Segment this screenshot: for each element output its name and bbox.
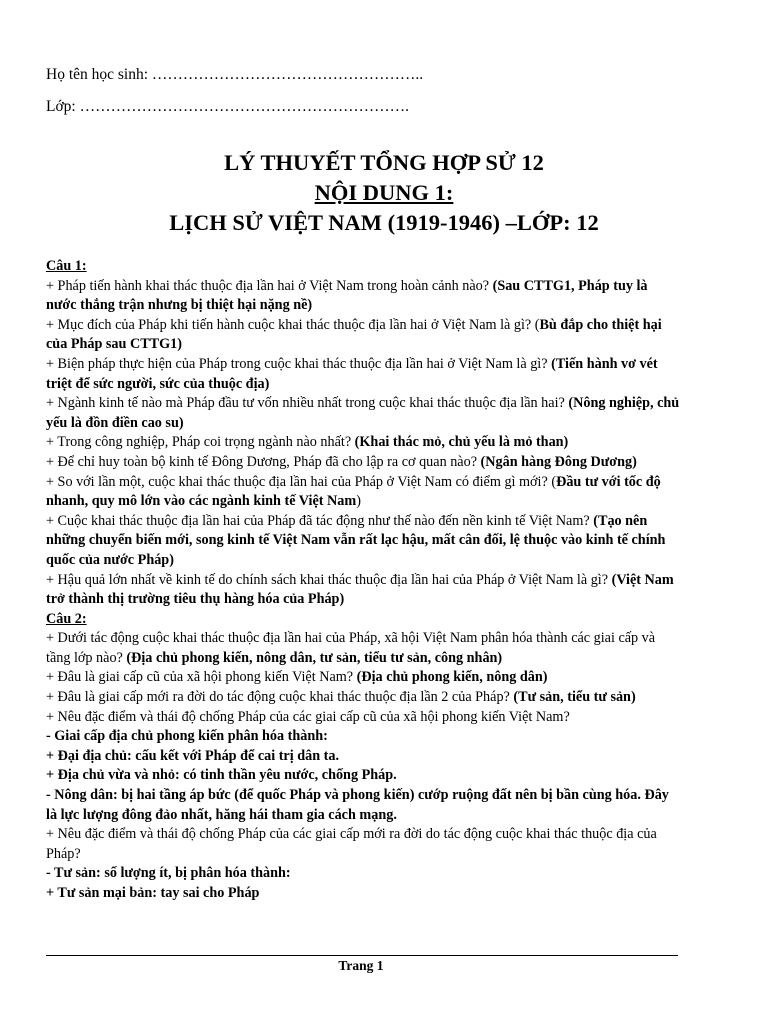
question-text: + Nêu đặc điểm và thái độ chống Pháp của các giai cấp mới ra đời do tác động cuộc khai thác thuộc địa của Pháp?: [46, 826, 657, 862]
question-text: + Đâu là giai cấp mới ra đời do tác động cuộc khai thác thuộc địa lần 2 của Pháp?: [46, 689, 514, 706]
answer-text: + Đại địa chủ: cấu kết với Pháp để cai trị dân ta.: [46, 747, 340, 764]
qa-item: [46, 864, 680, 884]
qa-item: [46, 316, 680, 355]
qa-item: [46, 825, 680, 864]
question-text: + So với lần một, cuộc khai thác thuộc địa lần hai của Pháp ở Việt Nam có điểm gì mới? (: [46, 473, 557, 490]
question-text: + Nêu đặc điểm và thái độ chống Pháp của các giai cấp cũ của xã hội phong kiến Việt Nam?: [46, 708, 570, 725]
answer-text: (Khai thác mỏ, chủ yếu là mỏ than): [354, 434, 569, 451]
answer-text: (Tạo nên những chuyển biến mới, song kinh tế Việt Nam vẫn rất lạc hậu, mất cân đối, lệ thuộc vào kinh tế chính quốc của nước Pháp): [46, 512, 666, 568]
footer-divider: [46, 955, 678, 956]
document-body: [46, 257, 680, 904]
answer-text: + Địa chủ vừa và nhỏ: có tinh thần yêu nước, chống Pháp.: [46, 767, 397, 784]
student-name-field: Họ tên học sinh: ……………………………………………..: [46, 66, 424, 83]
qa-item: [46, 708, 680, 728]
answer-text: - Tư sản: số lượng ít, bị phân hóa thành:: [46, 865, 291, 882]
qa-item: [46, 433, 680, 453]
qa-item: [46, 688, 680, 708]
section-2-heading: Câu 2:: [46, 610, 87, 627]
title-line-3: LỊCH SỬ VIỆT NAM (1919-1946) –LỚP: 12: [169, 210, 599, 235]
qa-item: [46, 786, 680, 825]
title-line-1: LÝ THUYẾT TỔNG HỢP SỬ 12: [224, 150, 544, 175]
title-line-2: NỘI DUNG 1:: [314, 180, 454, 205]
qa-item: [46, 453, 680, 473]
answer-text: (Địa chủ phong kiến, nông dân): [356, 669, 548, 686]
qa-item: [46, 355, 680, 394]
answer-text: (Địa chủ phong kiến, nông dân, tư sản, tiểu tư sản, công nhân): [126, 649, 503, 666]
qa-item: [46, 747, 680, 767]
qa-item: [46, 727, 680, 747]
qa-item: [46, 473, 680, 512]
question-text: + Hậu quả lớn nhất về kinh tế do chính sách khai thác thuộc địa lần hai của Pháp ở Việt Nam là gì?: [46, 571, 612, 588]
answer-text: (Tư sản, tiểu tư sản): [513, 689, 636, 706]
qa-item: [46, 512, 680, 571]
answer-text: (Sau CTTG1, Pháp tuy là nước thắng trận nhưng bị thiệt hại nặng nề): [46, 277, 648, 314]
answer-text: (Ngân hàng Đông Dương): [480, 453, 637, 470]
section-1-heading: Câu 1:: [46, 258, 87, 274]
question-text: + Ngành kinh tế nào mà Pháp đầu tư vốn nhiều nhất trong cuộc khai thác thuộc địa lần hai?: [46, 395, 569, 412]
answer-text: (Việt Nam trở thành thị trường tiêu thụ hàng hóa của Pháp): [46, 571, 674, 608]
answer-tail: ): [356, 493, 361, 510]
question-text: + Biện pháp thực hiện của Pháp trong cuộc khai thác thuộc địa lần hai ở Việt Nam là gì?: [46, 355, 552, 372]
question-text: + Đâu là giai cấp cũ của xã hội phong kiến Việt Nam?: [46, 669, 357, 686]
answer-text: Đầu tư với tốc độ nhanh, quy mô lớn vào các ngành kinh tế Việt Nam: [46, 473, 661, 510]
answer-text: Bù đắp cho thiệt hại của Pháp sau CTTG1): [46, 316, 662, 353]
question-text: + Trong công nghiệp, Pháp coi trọng ngành nào nhất?: [46, 434, 355, 451]
qa-item: [46, 766, 680, 786]
qa-item: [46, 277, 680, 316]
question-text: + Pháp tiến hành khai thác thuộc địa lần hai ở Việt Nam trong hoàn cảnh nào?: [46, 277, 493, 294]
answer-text: - Giai cấp địa chủ phong kiến phân hóa thành:: [46, 728, 328, 745]
answer-text: - Nông dân: bị hai tầng áp bức (để quốc Pháp và phong kiến) cướp ruộng đất nên bị bần cùng hóa. Đây là lực lượng đông đảo nhất, hăng hái tham gia cách mạng.: [46, 787, 669, 823]
qa-item: [46, 668, 680, 688]
answer-text: (Nông nghiệp, chủ yếu là đồn điền cao su): [46, 395, 680, 431]
qa-item: [46, 571, 680, 610]
qa-item: [46, 394, 680, 433]
document-title: [0, 148, 768, 238]
question-text: + Dưới tác động cuộc khai thác thuộc địa lần hai của Pháp, xã hội Việt Nam phân hóa thành các giai cấp và tầng lớp nào?: [46, 630, 656, 666]
question-text: + Để chỉ huy toàn bộ kinh tế Đông Dương, Pháp đã cho lập ra cơ quan nào?: [46, 453, 481, 470]
page-number: Trang 1: [338, 958, 384, 973]
qa-item: [46, 629, 680, 668]
qa-item: [46, 884, 680, 904]
answer-text: (Tiến hành vơ vét triệt để sức người, sức của thuộc địa): [46, 355, 658, 392]
question-text: + Cuộc khai thác thuộc địa lần hai của Pháp đã tác động như thế nào đến nền kinh tế Việt Nam?: [46, 512, 594, 529]
class-field: Lớp: ……………………………………………………….: [46, 98, 409, 115]
question-text: + Mục đích của Pháp khi tiến hành cuộc khai thác thuộc địa lần hai ở Việt Nam là gì? (: [46, 316, 540, 333]
answer-text: + Tư sản mại bản: tay sai cho Pháp: [46, 885, 260, 901]
